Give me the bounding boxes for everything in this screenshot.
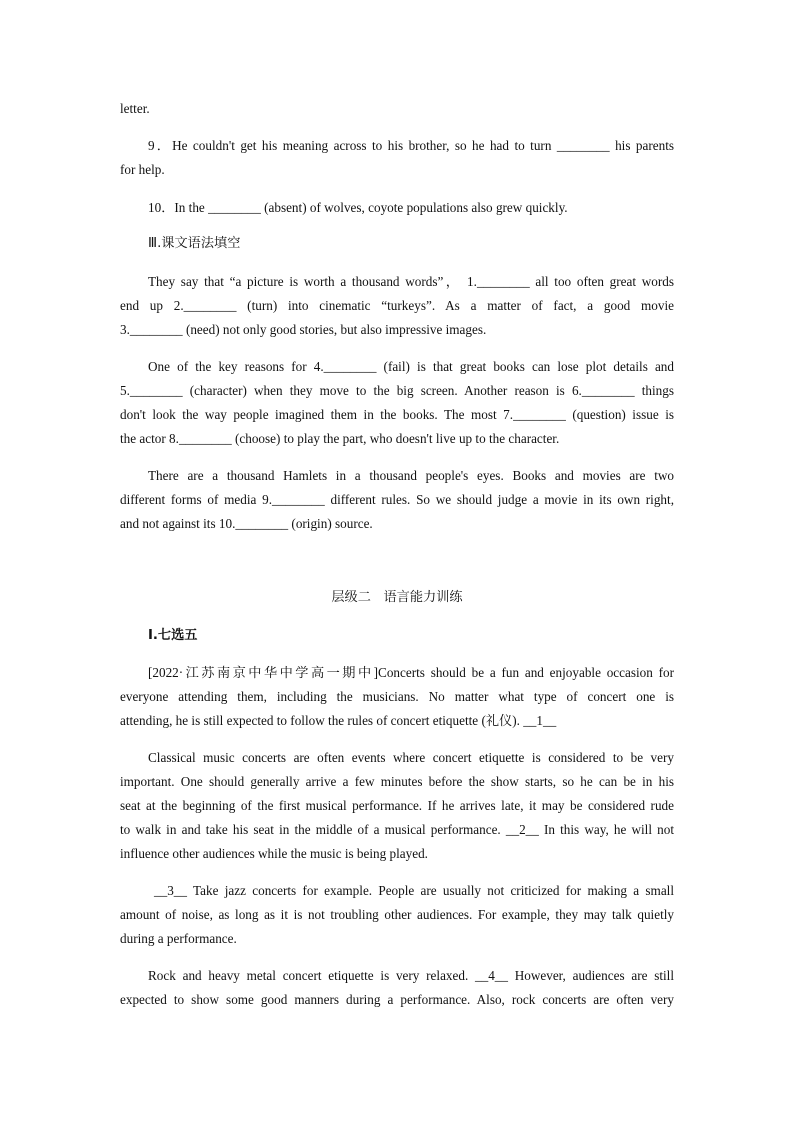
- paragraph-1-line: They say that “a picture is worth a thousand words”， 1.________ all too often great words: [148, 274, 674, 289]
- text-line: letter.: [120, 101, 150, 116]
- paragraph-2-line: the actor 8.________ (choose) to play the part, who doesn't live up to the character.: [120, 431, 560, 446]
- paragraph-2-line: 5.________ (character) when they move to the big screen. Another reason is 6.________ things: [120, 383, 674, 398]
- paragraph-1-line: 3.________ (need) not only good stories, but also impressive images.: [120, 322, 487, 337]
- passage-2-line: important. One should generally arrive a few minutes before the show starts, so he can be in his: [120, 774, 674, 789]
- paragraph-3-line: and not against its 10.________ (origin) source.: [120, 516, 373, 531]
- paragraph-2-line: don't look the way people imagined them in the books. The most 7.________ (question) issue is: [120, 407, 674, 422]
- passage-1-line: attending, he is still expected to follow the rules of concert etiquette (礼仪). __1__: [120, 713, 557, 728]
- passage-2-line: seat at the beginning of the first musical performance. If he arrives late, it may be considered rude: [120, 798, 674, 813]
- paragraph-2-line: One of the key reasons for 4.________ (fail) is that great books can lose plot details and: [148, 359, 674, 374]
- section-heading-grammar-fill: Ⅲ.课文语法填空: [148, 236, 241, 251]
- paragraph-3-line: different forms of media 9.________ different rules. So we should judge a movie in its own right,: [120, 492, 674, 507]
- passage-2-line: to walk in and take his seat in the middle of a musical performance. __2__ In this way, he will not: [120, 822, 674, 837]
- text-line: for help.: [120, 162, 165, 177]
- passage-2-line: Classical music concerts are often events where concert etiquette is considered to be very: [148, 750, 674, 765]
- passage-2-line: influence other audiences while the music is being played.: [120, 846, 428, 861]
- paragraph-3-line: There are a thousand Hamlets in a thousand people's eyes. Books and movies are two: [148, 468, 674, 483]
- passage-4-line: Rock and heavy metal concert etiquette is very relaxed. __4__ However, audiences are still: [148, 968, 674, 983]
- passage-3-line: amount of noise, as long as it is not troubling other audiences. For example, they may talk quietly: [120, 907, 674, 922]
- passage-3-line: during a performance.: [120, 931, 237, 946]
- level-two-heading: 层级二 语言能力训练: [331, 590, 463, 605]
- question-9: 9．He couldn't get his meaning across to his brother, so he had to turn ________ his parents: [148, 138, 674, 153]
- passage-1-line: [2022·江苏南京中华中学高一期中]Concerts should be a fun and enjoyable occasion for: [148, 665, 674, 680]
- question-10: 10．In the ________ (absent) of wolves, coyote populations also grew quickly.: [148, 200, 568, 215]
- passage-3-line: __3__ Take jazz concerts for example. People are usually not criticized for making a small: [154, 883, 674, 898]
- paragraph-1-line: end up 2.________ (turn) into cinematic “turkeys”. As a matter of fact, a good movie: [120, 298, 674, 313]
- passage-4-line: expected to show some good manners during a performance. Also, rock concerts are often very: [120, 992, 674, 1007]
- section-heading-seven-choose-five: Ⅰ.七选五: [148, 628, 198, 643]
- passage-1-line: everyone attending them, including the musicians. No matter what type of concert one is: [120, 689, 674, 704]
